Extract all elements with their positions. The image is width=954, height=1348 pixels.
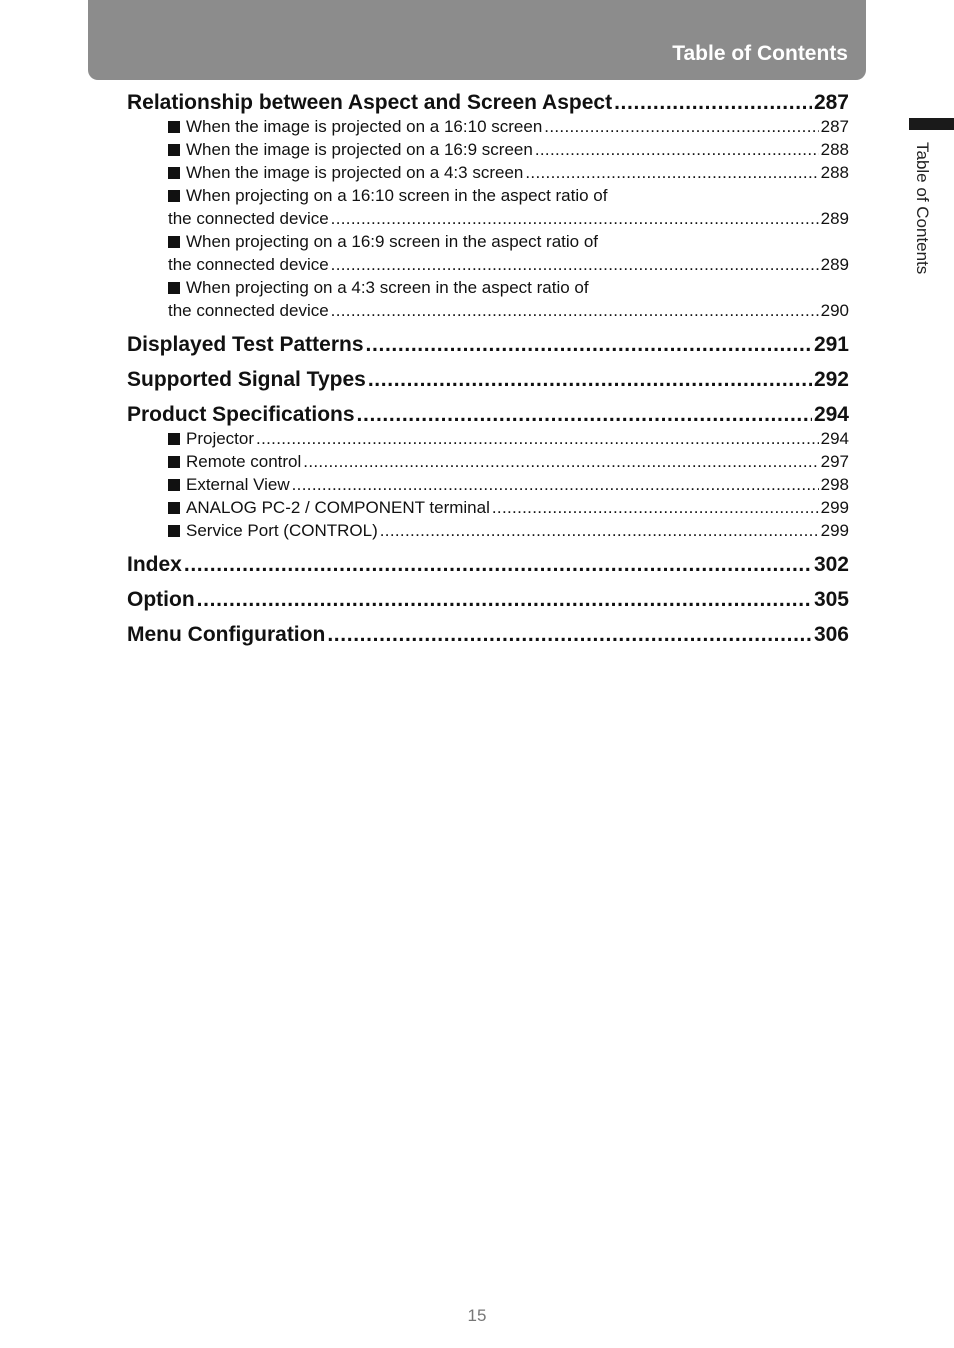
square-bullet-icon <box>168 433 180 445</box>
toc-subentries <box>127 427 849 542</box>
dot-leader <box>368 367 812 393</box>
dot-leader <box>197 587 812 613</box>
toc-subentry[interactable] <box>168 299 849 322</box>
toc-subentry-title: When the image is projected on a 16:9 screen <box>186 140 533 159</box>
side-tab-label: Table of Contents <box>913 142 932 275</box>
toc-entry-page: 294 <box>813 403 849 426</box>
toc-subentry-page: 294 <box>820 429 849 448</box>
toc-subentry-line1[interactable] <box>168 230 849 253</box>
dot-leader <box>525 161 818 184</box>
toc-entry-relationship-aspect[interactable] <box>127 90 849 115</box>
dot-leader <box>366 332 812 358</box>
toc-entry-title: Product Specifications <box>127 403 355 426</box>
toc-entry-page: 305 <box>813 588 849 611</box>
header-title: Table of Contents <box>672 42 848 65</box>
toc-subentry-title-line1: When projecting on a 4:3 screen in the aspect ratio of <box>186 278 589 297</box>
toc-subentry-title-line1: When projecting on a 16:10 screen in the aspect ratio of <box>186 186 608 205</box>
square-bullet-icon <box>168 525 180 537</box>
toc-subentry-line1[interactable] <box>168 276 849 299</box>
dot-leader <box>492 496 819 519</box>
toc-subentry-page: 288 <box>820 140 849 159</box>
square-bullet-icon <box>168 190 180 202</box>
toc-subentry-title: the connected device <box>168 255 329 274</box>
dot-leader <box>614 90 812 115</box>
dot-leader <box>331 207 819 230</box>
toc-subentry[interactable] <box>168 253 849 276</box>
toc-subentry-line1[interactable] <box>168 184 849 207</box>
dot-leader <box>256 427 819 450</box>
toc-subentry-title: External View <box>186 475 290 494</box>
dot-leader <box>331 299 819 322</box>
toc-subentry-title: When the image is projected on a 16:10 screen <box>186 117 543 136</box>
toc-entry-title: Supported Signal Types <box>127 368 366 391</box>
toc-entry-title: Relationship between Aspect and Screen Aspect <box>127 91 613 114</box>
toc-entry-title: Displayed Test Patterns <box>127 333 364 356</box>
toc-entry-page: 302 <box>813 553 849 576</box>
square-bullet-icon <box>168 144 180 156</box>
dot-leader <box>331 253 819 276</box>
toc-subentry-title: the connected device <box>168 301 329 320</box>
dot-leader <box>303 450 818 473</box>
dot-leader <box>292 473 819 496</box>
toc-entry-title: Index <box>127 553 182 576</box>
toc-subentry[interactable] <box>168 115 849 138</box>
toc-subentry-page: 299 <box>820 498 849 517</box>
toc-entry-page: 287 <box>813 91 849 114</box>
toc-subentry-title: the connected device <box>168 209 329 228</box>
toc-subentry-page: 290 <box>820 301 849 320</box>
toc-subentry[interactable] <box>168 161 849 184</box>
toc-entry-menu-configuration[interactable] <box>127 622 849 657</box>
toc-entry-page: 306 <box>813 623 849 646</box>
header-bar <box>88 0 866 80</box>
dot-leader <box>544 115 818 138</box>
toc-subentry-page: 299 <box>820 521 849 540</box>
toc-subentries <box>127 115 849 322</box>
square-bullet-icon <box>168 502 180 514</box>
toc-subentry[interactable] <box>168 496 849 519</box>
toc-entry-option[interactable] <box>127 587 849 622</box>
toc-entry-page: 291 <box>813 333 849 356</box>
square-bullet-icon <box>168 282 180 294</box>
toc-subentry-page: 298 <box>820 475 849 494</box>
toc-subentry-title: Remote control <box>186 452 302 471</box>
toc-subentry-title: When the image is projected on a 4:3 screen <box>186 163 524 182</box>
toc-subentry-title-line1: When projecting on a 16:9 screen in the aspect ratio of <box>186 232 599 251</box>
toc-entry-title: Option <box>127 588 195 611</box>
toc-subentry-title: ANALOG PC-2 / COMPONENT terminal <box>186 498 490 517</box>
toc-subentry-page: 287 <box>820 117 849 136</box>
toc-subentry-title: Service Port (CONTROL) <box>186 521 378 540</box>
table-of-contents <box>127 90 849 657</box>
square-bullet-icon <box>168 121 180 133</box>
dot-leader <box>357 402 812 427</box>
toc-entry-page: 292 <box>813 368 849 391</box>
square-bullet-icon <box>168 479 180 491</box>
toc-subentry-title: Projector <box>186 429 255 448</box>
toc-entry-title: Menu Configuration <box>127 623 326 646</box>
toc-subentry-page: 289 <box>820 255 849 274</box>
square-bullet-icon <box>168 167 180 179</box>
toc-subentry-page: 297 <box>820 452 849 471</box>
toc-subentry-page: 289 <box>820 209 849 228</box>
dot-leader <box>327 622 812 648</box>
toc-subentry[interactable] <box>168 473 849 496</box>
toc-entry-product-specifications[interactable] <box>127 402 849 427</box>
toc-entry-index[interactable] <box>127 552 849 587</box>
dot-leader <box>535 138 819 161</box>
toc-subentry-page: 288 <box>820 163 849 182</box>
dot-leader <box>380 519 819 542</box>
dot-leader <box>184 552 812 578</box>
page-number: 15 <box>467 1306 487 1325</box>
square-bullet-icon <box>168 456 180 468</box>
side-tab-marker <box>909 118 954 130</box>
toc-subentry[interactable] <box>168 427 849 450</box>
toc-subentry[interactable] <box>168 138 849 161</box>
toc-entry-test-patterns[interactable] <box>127 332 849 367</box>
toc-entry-signal-types[interactable] <box>127 367 849 402</box>
square-bullet-icon <box>168 236 180 248</box>
toc-subentry[interactable] <box>168 207 849 230</box>
toc-subentry[interactable] <box>168 450 849 473</box>
toc-subentry[interactable] <box>168 519 849 542</box>
